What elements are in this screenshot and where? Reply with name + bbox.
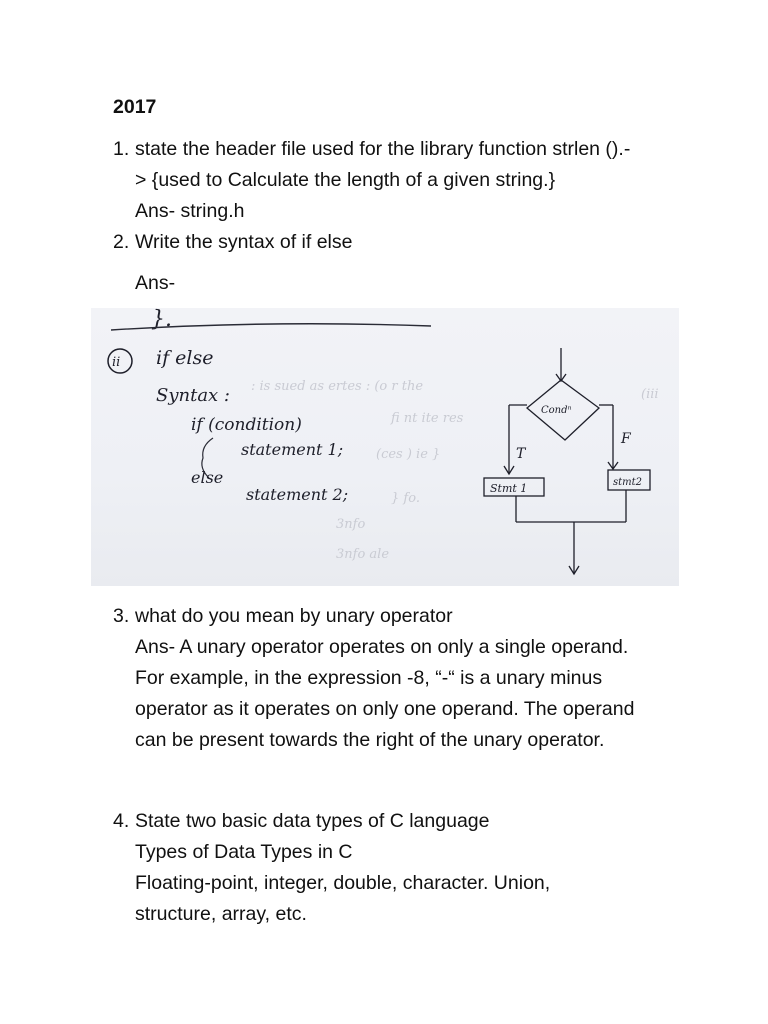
photo-if-line: if (condition) [191, 415, 302, 435]
question-4-answer-line-1: Types of Data Types in C [135, 841, 353, 863]
question-2-number: 2. [113, 231, 130, 253]
question-3-answer-line-2: For example, in the expression -8, “-“ is a unary minus [135, 667, 603, 689]
question-1-text-cont: > {used to Calculate the length of a given string.} [135, 169, 556, 191]
photo-statement-2: statement 2; [246, 485, 349, 504]
svg-text:fi nt ite res: fi nt ite res [391, 411, 464, 426]
photo-statement-1: statement 1; [241, 440, 344, 459]
question-3-number: 3. [113, 605, 130, 627]
photo-else: else [191, 468, 224, 487]
svg-text:3nfo: 3nfo [336, 517, 366, 532]
question-4-answer-line-3: structure, array, etc. [135, 903, 307, 925]
roman-numeral: ii [112, 355, 121, 370]
svg-text:(iii: (iii [641, 387, 659, 402]
flowchart-false-label: F [621, 431, 631, 447]
question-3-answer-line-4: can be present towards the right of the unary operator. [135, 729, 605, 751]
flowchart-condition: Condⁿ [541, 405, 572, 416]
flowchart-box-2-label: stmt2 [613, 477, 643, 488]
handwritten-notes-photo [91, 308, 679, 586]
question-4-text: State two basic data types of C language [135, 810, 490, 832]
svg-text:: is sued as ertes : (o: : is sued as ertes : (o r the [251, 379, 424, 394]
question-4-answer-line-2: Floating-point, integer, double, character. Union, [135, 872, 551, 894]
photo-syntax-label: Syntax : [156, 385, 230, 406]
svg-text:3nfo ale: 3nfo ale [336, 547, 390, 562]
question-4-number: 4. [113, 810, 130, 832]
question-2-text: Write the syntax of if else [135, 231, 353, 253]
question-3-answer-line-3: operator as it operates on only one operand. The operand [135, 698, 635, 720]
question-1-number: 1. [113, 138, 130, 160]
if-else-flowchart [484, 348, 650, 574]
photo-brace: }. [151, 308, 172, 332]
question-3-text: what do you mean by unary operator [135, 605, 453, 627]
svg-text:(ces ) ie }: (ces ) ie } [376, 447, 441, 462]
question-3-answer-line-1: Ans- A unary operator operates on only a single operand. [135, 636, 629, 658]
question-2-answer-label: Ans- [135, 272, 176, 294]
svg-text:} fo.: } fo. [391, 491, 420, 506]
question-1-text: state the header file used for the library function strlen ().- [135, 138, 631, 160]
question-1-answer: Ans- string.h [135, 200, 245, 222]
year-heading: 2017 [113, 96, 157, 118]
flowchart-true-label: T [516, 446, 526, 462]
flowchart-box-1-label: Stmt 1 [490, 482, 528, 495]
photo-title: if else [156, 347, 214, 369]
